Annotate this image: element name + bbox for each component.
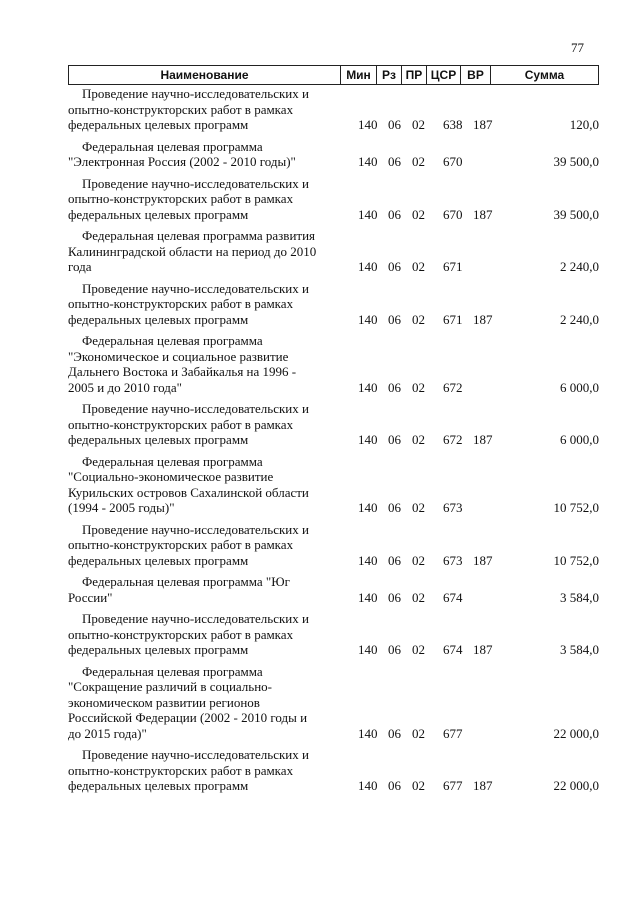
row-min: 140 [358,379,378,395]
page-number: 77 [571,40,584,55]
row-rz: 06 [388,778,401,793]
row-sum: 10 752,0 [553,552,599,568]
row-csr: 677 [443,725,463,741]
row-codes [68,725,599,741]
table-header [68,65,599,85]
row-pr: 02 [412,552,425,568]
row-csr: 671 [443,259,463,274]
row-csr: 673 [443,552,463,568]
table-row [68,333,599,395]
row-sum: 6 000,0 [560,432,599,447]
row-codes [68,778,599,794]
row-name: Проведение научно-исследовательских и опытно-конструкторских работ в рамках федеральных целевых программ [68,86,309,132]
row-min: 140 [358,259,378,274]
row-codes [68,154,599,170]
row-rz: 06 [388,311,401,327]
table-row [68,522,599,569]
row-pr: 02 [412,206,425,222]
row-pr: 02 [412,379,425,395]
row-min: 140 [358,552,378,568]
row-codes [68,259,599,275]
row-csr: 670 [443,206,463,222]
row-vr: 187 [473,432,493,447]
row-min: 140 [358,432,378,447]
row-codes [68,500,599,516]
row-vr: 187 [473,778,493,793]
row-sum: 120,0 [569,117,599,132]
row-codes [68,642,599,658]
row-min: 140 [358,311,378,327]
row-name: Проведение научно-исследовательских и опытно-конструкторских работ в рамках федеральных целевых программ [68,611,309,657]
row-min: 140 [358,117,378,132]
row-min: 140 [358,206,378,222]
row-sum: 10 752,0 [553,500,599,515]
table-row [68,228,599,275]
row-name: Федеральная целевая программа "Юг России" [68,574,290,605]
row-pr: 02 [412,154,425,169]
table-row [68,86,599,133]
row-csr: 672 [443,432,463,447]
row-sum: 22 000,0 [553,725,599,741]
row-codes [68,552,599,568]
row-min: 140 [358,500,378,515]
table-row [68,747,599,794]
table-row [68,281,599,328]
row-rz: 06 [388,725,401,741]
row-sum: 6 000,0 [560,379,599,395]
row-sum: 2 240,0 [560,259,599,274]
row-name: Проведение научно-исследовательских и опытно-конструкторских работ в рамках федеральных целевых программ [68,401,309,447]
row-pr: 02 [412,259,425,274]
header-min: Мин [341,66,377,84]
header-name: Наименование [69,66,341,84]
header-rz: Рз [377,66,402,84]
row-rz: 06 [388,117,401,132]
row-csr: 671 [443,311,463,327]
row-name: Проведение научно-исследовательских и опытно-конструкторских работ в рамках федеральных целевых программ [68,747,309,793]
row-codes [68,206,599,222]
row-min: 140 [358,725,378,741]
row-min: 140 [358,589,378,605]
row-sum: 39 500,0 [553,206,599,222]
row-rz: 06 [388,500,401,515]
row-vr: 187 [473,642,493,657]
row-rz: 06 [388,259,401,274]
row-pr: 02 [412,432,425,447]
row-csr: 673 [443,500,463,515]
row-name: Федеральная целевая программа развития Калининградской области на период до 2010 года [68,228,317,274]
row-rz: 06 [388,154,401,169]
header-pr: ПР [402,66,427,84]
header-csr: ЦСР [427,66,461,84]
header-vr: ВР [461,66,491,84]
row-name: Федеральная целевая программа "Экономическое и социальное развитие Дальнего Востока и Забайкалья на 1996 - 2005 и до 2010 года" [68,333,297,395]
row-name: Федеральная целевая программа "Сокращение различий в социально- экономическом развитии регионов Российской Федерации (2002 - 2010 годы и до 2015 года)" [68,663,308,741]
row-codes [68,117,599,133]
row-rz: 06 [388,206,401,222]
row-pr: 02 [412,117,425,132]
row-name: Федеральная целевая программа "Социально-экономическое развитие Курильских островов Сахалинской области (1994 - 2005 годы)" [68,453,309,515]
row-pr: 02 [412,725,425,741]
row-csr: 670 [443,154,463,169]
row-rz: 06 [388,379,401,395]
row-sum: 2 240,0 [560,311,599,327]
row-rz: 06 [388,432,401,447]
row-csr: 674 [443,642,463,657]
row-name: Проведение научно-исследовательских и опытно-конструкторских работ в рамках федеральных целевых программ [68,280,309,327]
row-vr: 187 [473,552,493,568]
row-rz: 06 [388,642,401,657]
row-vr: 187 [473,117,493,132]
table-row [68,611,599,658]
row-pr: 02 [412,500,425,515]
table-row [68,454,599,516]
row-name: Проведение научно-исследовательских и опытно-конструкторских работ в рамках федеральных целевых программ [68,175,309,222]
row-csr: 638 [443,117,463,132]
row-pr: 02 [412,311,425,327]
row-name: Проведение научно-исследовательских и опытно-конструкторских работ в рамках федеральных целевых программ [68,521,309,568]
row-codes [68,311,599,327]
row-csr: 672 [443,379,463,395]
row-codes [68,379,599,395]
table-row [68,139,599,170]
table-row [68,176,599,223]
header-sum: Сумма [524,68,565,82]
row-vr: 187 [473,311,493,327]
row-rz: 06 [388,589,401,605]
row-pr: 02 [412,642,425,657]
row-rz: 06 [388,552,401,568]
table-body [68,86,599,800]
row-csr: 674 [443,589,463,605]
row-vr: 187 [473,206,493,222]
row-codes [68,589,599,605]
row-pr: 02 [412,778,425,793]
table-row [68,574,599,605]
row-min: 140 [358,154,378,169]
row-codes [68,432,599,448]
table-row [68,401,599,448]
row-pr: 02 [412,589,425,605]
row-sum: 22 000,0 [553,778,599,793]
row-name: Федеральная целевая программа "Электронная Россия (2002 - 2010 годы)" [68,138,296,169]
row-csr: 677 [443,778,463,793]
row-min: 140 [358,642,378,657]
row-sum: 3 584,0 [560,642,599,657]
row-sum: 39 500,0 [553,154,599,169]
row-sum: 3 584,0 [560,589,599,605]
table-row [68,664,599,742]
row-min: 140 [358,778,378,793]
